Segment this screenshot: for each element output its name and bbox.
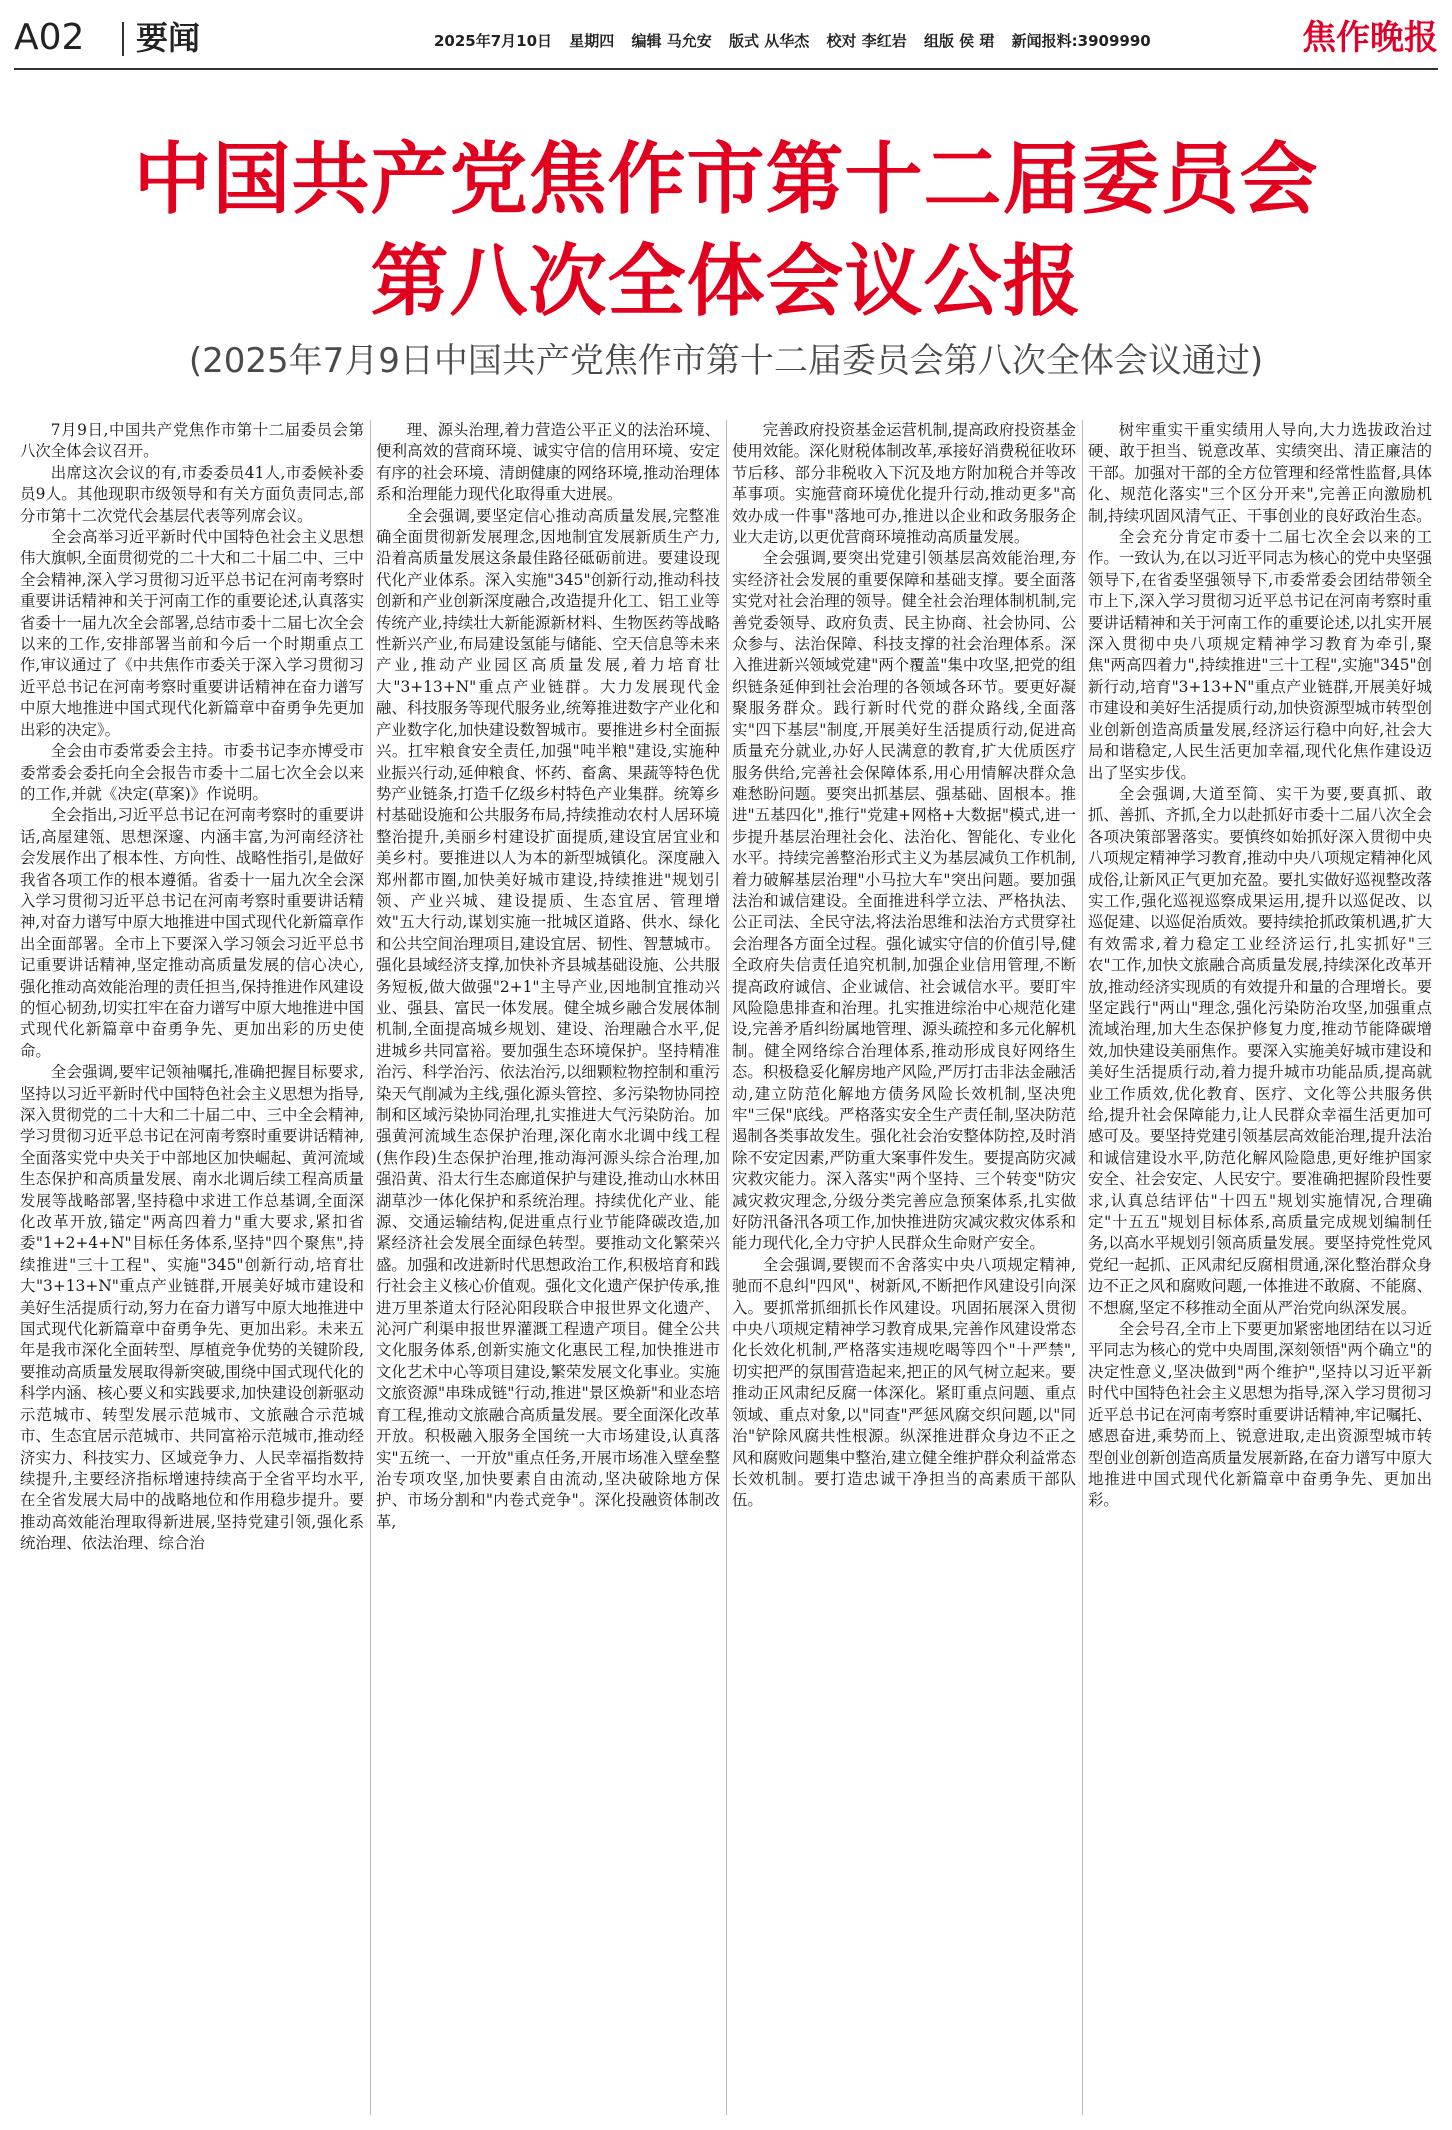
article-column-3 xyxy=(732,420,1076,2115)
article-paragraph: 全会强调,要锲而不舍落实中央八项规定精神,驰而不息纠"四风"、树新风,不断把作风建设引向深入。要抓常抓细抓长作风建设。巩固拓展深入贯彻中央八项规定精神学习教育成果,完善作风建设常态化长效化机制,严格落实违规吃喝等四个"十严禁",切实把严的氛围营造起来,把正的风气树立起来。要推动正风肃纪反腐一体深化。紧盯重点问题、重点领域、重点对象,以"同查"严惩风腐交织问题,以"同治"铲除风腐共性根源。纵深推进群众身边不正之风和腐败问题集中整治,建立健全维护群众利益常态长效机制。要打造忠诚干净担当的高素质干部队伍。 xyxy=(732,1255,1076,1510)
masthead xyxy=(14,14,1438,70)
section-name: 要闻 xyxy=(136,19,201,57)
masthead-meta xyxy=(434,30,1163,52)
column-rule xyxy=(370,420,371,2115)
column-rule xyxy=(1082,420,1083,2115)
news-hotline: 新闻报料:3909990 xyxy=(1011,32,1151,50)
issue-weekday: 星期四 xyxy=(569,32,615,50)
proofreader-credit: 校对 李红岩 xyxy=(826,32,907,50)
article-column-4 xyxy=(1088,420,1432,2115)
article-paragraph: 全会由市委常委会主持。市委书记李亦博受市委常委会委托向全会报告市委十二届七次全会以来的工作,并就《决定(草案)》作说明。 xyxy=(20,742,364,803)
newspaper-logo: 焦作晚报 xyxy=(1302,18,1438,58)
headline-line-1: 中国共产党焦作市第十二届委员会 xyxy=(133,135,1319,225)
article-paragraph: 全会强调,要牢记领袖嘱托,准确把握目标要求,坚持以习近平新时代中国特色社会主义思想为指导,深入贯彻党的二十大和二十届二中、三中全会精神,学习贯彻习近平总书记在河南考察时重要讲话精神,全面落实党中央关于中部地区加快崛起、黄河流域生态保护和高质量发展、南水北调后续工程高质量发展等战略部署,坚持稳中求进工作总基调,全面深化改革开放,锚定"两高四着力"重大要求,紧扣省委"1+2+4+N"目标任务体系,坚持"四个聚焦",持续推进"三十工程"、实施"345"创新行动,培育壮大"3+13+N"重点产业链群,开展美好城市建设和美好生活提质行动,努力在奋力谱写中原大地推进中国式现代化新篇章中奋勇争先、更加出彩。未来五年是我市深化全面转型、厚植竞争优势的关键阶段,要推动高质量发展取得新突破,围绕中国式现代化的科学内涵、核心要义和实践要求,加快建设创新驱动示范城市、转型发展示范城市、文旅融合示范城市、生态宜居示范城市、共同富裕示范城市,推动经济实力、科技实力、区域竞争力、人民幸福指数持续提升,主要经济指标增速持续高于全省平均水平,在全省发展大局中的战略地位和作用稳步提升。要推动高效能治理取得新进展,坚持党建引领,强化系统治理、依法治理、综合治 xyxy=(20,1063,364,1553)
article-paragraph: 全会强调,要突出党建引领基层高效能治理,夯实经济社会发展的重要保障和基础支撑。要全面落实党对社会治理的领导。健全社会治理体制机制,完善党委领导、政府负责、民主协商、社会协同、公众参与、法治保障、科技支撑的社会治理体系。深入推进新兴领域党建"两个覆盖"集中攻坚,把党的组织链条延伸到社会治理的各领域各环节。要更好凝聚服务群众。践行新时代党的群众路线,全面落实"四下基层"制度,开展美好生活提质行动,促进高质量充分就业,办好人民满意的教育,扩大优质医疗服务供给,完善社会保障体系,用心用情解决群众急难愁盼问题。要突出抓基层、强基础、固根本。推进"五基四化",推行"党建+网格+大数据"模式,进一步提升基层治理社会化、法治化、智能化、专业化水平。持续完善整治形式主义为基层减负工作机制,着力破解基层治理"小马拉大车"突出问题。要加强法治和诚信建设。全面推进科学立法、严格执法、公正司法、全民守法,将法治思维和法治方式贯穿社会治理各方面全过程。强化诚实守信的价值引导,健全政府失信责任追究机制,加强企业信用管理,不断提高政府诚信、企业诚信、社会诚信水平。要盯牢风险隐患排查和治理。扎实推进综治中心规范化建设,完善矛盾纠纷属地管理、源头疏控和多元化解机制。健全网络综合治理体系,推动形成良好网络生态。积极稳妥化解房地产风险,严厉打击非法金融活动,建立防范化解地方债务风险长效机制,坚决兜牢"三保"底线。严格落实安全生产责任制,坚决防范遏制各类事故发生。强化社会治安整体防控,及时消除不安定因素,严防重大案事件发生。要提高防灾减灾救灾能力。深入落实"两个坚持、三个转变"防灾减灾救灾理念,分级分类完善应急预案体系,扎实做好防汛备汛各项工作,加快推进防灾减灾救灾体系和能力现代化,全力守护人民群众生命财产安全。 xyxy=(732,549,1076,1253)
organizer-credit: 组版 侯 珺 xyxy=(923,32,995,50)
issue-date: 2025年7月10日 xyxy=(434,32,553,50)
headline-line-2: 第八次全体会议公报 xyxy=(370,237,1082,327)
article-column-1 xyxy=(20,420,364,2115)
article-paragraph: 全会充分肯定市委十二届七次全会以来的工作。一致认为,在以习近平同志为核心的党中央坚强领导下,在省委坚强领导下,市委常委会团结带领全市上下,深入学习贯彻习近平总书记在河南考察时重要讲话精神和关于河南工作的重要论述,以扎实开展深入贯彻中央八项规定精神学习教育为牵引,聚焦"两高四着力",持续推进"三十工程",实施"345"创新行动,培育"3+13+N"重点产业链群,开展美好城市建设和美好生活提质行动,加快资源型城市转型创业创新创造高质量发展,经济运行稳中向好,社会大局和谐稳定,人民生活更加幸福,现代化焦作建设迈出了坚实步伐。 xyxy=(1088,528,1432,782)
article-body xyxy=(20,420,1432,2115)
article-paragraph: 全会号召,全市上下要更加紧密地团结在以习近平同志为核心的党中央周围,深刻领悟"两个确立"的决定性意义,坚决做到"两个维护",坚持以习近平新时代中国特色社会主义思想为指导,深入学习贯彻习近平总书记在河南考察时重要讲话精神,牢记嘱托、感恩奋进,乘势而上、锐意进取,走出资源型城市转型创业创新创造高质量发展新路,在奋力谱写中原大地推进中国式现代化新篇章中奋勇争先、更加出彩。 xyxy=(1088,1320,1432,1510)
article-paragraph: 树牢重实干重实绩用人导向,大力选拔政治过硬、敢于担当、锐意改革、实绩突出、清正廉洁的干部。加强对干部的全方位管理和经常性监督,具体化、规范化落实"三个区分开来",完善正向激励机制,持续巩固风清气正、干事创业的良好政治生态。 xyxy=(1088,421,1432,525)
editor-credit: 编辑 马允安 xyxy=(631,32,712,50)
article-paragraph: 全会指出,习近平总书记在河南考察时的重要讲话,高屋建瓴、思想深邃、内涵丰富,为河南经济社会发展作出了根本性、方向性、战略性指引,是做好我省各项工作的根本遵循。省委十一届九次全会深入学习贯彻习近平总书记在河南考察时重要讲话精神,对奋力谱写中原大地推进中国式现代化新篇章作出全面部署。全市上下要深入学习领会习近平总书记重要讲话精神,坚定推动高质量发展的信心决心,强化推动高效能治理的责任担当,保持推进作风建设的恒心韧劲,切实扛牢在奋力谱写中原大地推进中国式现代化新篇章中奋勇争先、更加出彩的历史使命。 xyxy=(20,806,364,1060)
article-paragraph: 出席这次会议的有,市委委员41人,市委候补委员9人。其他现职市级领导和有关方面负责同志,部分市第十二次党代会基层代表等列席会议。 xyxy=(20,463,364,525)
article-paragraph: 完善政府投资基金运营机制,提高政府投资基金使用效能。深化财税体制改革,承接好消费税征收环节后移、部分非税收入下沉及地方附加税合并等改革事项。实施营商环境优化提升行动,推动更多"高效办成一件事"落地可办,推进以企业和政务服务企业大走访,以更优营商环境推动高质量发展。 xyxy=(732,421,1076,547)
page-number: A02 xyxy=(14,17,85,58)
article-paragraph: 全会高举习近平新时代中国特色社会主义思想伟大旗帜,全面贯彻党的二十大和二十届二中、三中全会精神,深入学习贯彻习近平总书记在河南考察时重要讲话精神和关于河南工作的重要论述,认真落实省委十一届九次全会部署,总结市委十二届七次全会以来的工作,安排部署当前和今后一个时期重点工作,审议通过了《中共焦作市委关于深入学习贯彻习近平总书记在河南考察时重要讲话精神在奋力谱写中原大地推进中国式现代化新篇章中奋勇争先更加出彩的决定》。 xyxy=(20,528,364,739)
article-paragraph: 7月9日,中国共产党焦作市第十二届委员会第八次全体会议召开。 xyxy=(20,421,364,461)
article-column-2 xyxy=(376,420,720,2115)
column-rule xyxy=(726,420,727,2115)
article-paragraph: 全会强调,要坚定信心推动高质量发展,完整准确全面贯彻新发展理念,因地制宜发展新质生产力,沿着高质量发展这条最佳路径砥砺前进。要建设现代化产业体系。深入实施"345"创新行动,推动科技创新和产业创新深度融合,改造提升化工、铝工业等传统产业,持续壮大新能源新材料、生物医药等战略性新兴产业,布局建设氢能与储能、空天信息等未来产业,推动产业园区高质量发展,着力培育壮大"3+13+N"重点产业链群。大力发展现代金融、科技服务等现代服务业,统筹推进数字产业化和产业数字化,加快建设数智城市。要推进乡村全面振兴。扛牢粮食安全责任,加强"吨半粮"建设,实施种业振兴行动,延伸粮食、怀药、畜禽、果蔬等特色优势产业链条,打造千亿级乡村特色产业集群。统筹乡村基础设施和公共服务布局,持续推动农村人居环境整治提升,美丽乡村建设扩面提质,建设宜居宜业和美乡村。要推进以人为本的新型城镇化。深度融入郑州都市圈,加快美好城市建设,持续推进"规划引领、产业兴城、建设提质、生态宜居、管理增效"五大行动,谋划实施一批城区道路、供水、绿化和公共空间治理项目,建设宜居、韧性、智慧城市。强化县域经济支撑,加快补齐县城基础设施、公共服务短板,做大做强"2+1"主导产业,因地制宜推动兴业、强县、富民一体发展。健全城乡融合发展体制机制,全面提高城乡规划、建设、治理融合水平,促进城乡共同富裕。要加强生态环境保护。坚持精准治污、科学治污、依法治污,以细颗粒物控制和重污染天气削减为主线,强化源头管控、多污染物协同控制和区域污染协同治理,扎实推进大气污染防治。加强黄河流域生态保护治理,深化南水北调中线工程(焦作段)生态保护治理,推动海河源头综合治理,加强沿黄、沿太行生态廊道保护与建设,推动山水林田湖草沙一体化保护和系统治理。持续优化产业、能源、交通运输结构,促进重点行业节能降碳改造,加紧经济社会发展全面绿色转型。要推动文化繁荣兴盛。加强和改进新时代思想政治工作,积极培育和践行社会主义核心价值观。强化文化遗产保护传承,推进万里茶道太行陉沁阳段联合申报世界文化遗产、沁河广利渠申报世界灌溉工程遗产项目。健全公共文化服务体系,创新实施文化惠民工程,加快推进市文化艺术中心等项目建设,繁荣发展文化事业。实施文旅资源"串珠成链"行动,推进"景区焕新"和业态培育工程,推动文旅融合高质量发展。要全面深化改革开放。积极融入服务全国统一大市场建设,认真落实"五统一、一开放"重点任务,开展市场准入壁垒整治专项攻坚,加快要素自由流动,坚决破除地方保护、市场分割和"内卷式竞争"。深化投融资体制改革, xyxy=(376,506,720,1531)
layout-credit: 版式 从华杰 xyxy=(729,32,810,50)
masthead-divider xyxy=(122,22,124,56)
article-paragraph: 全会强调,大道至简、实干为要,要真抓、敢抓、善抓、齐抓,全力以赴抓好市委十二届八次全会各项决策部署落实。要慎终如始抓好深入贯彻中央八项规定精神学习教育,推动中央八项规定精神化风成俗,让新风正气更加充盈。要扎实做好巡视整改落实工作,强化巡视巡察成果运用,提升以巡促改、以巡促建、以巡促治质效。要持续抢抓政策机遇,扩大有效需求,着力稳定工业经济运行,扎实抓好"三农"工作,加快文旅融合高质量发展,持续深化改革开放,推动经济实现质的有效提升和量的合理增长。要坚定践行"两山"理念,强化污染防治攻坚,加强重点流域治理,加大生态保护修复力度,推动节能降碳增效,加快建设美丽焦作。要深入实施美好城市建设和美好生活提质行动,着力提升城市功能品质,提高就业工作质效,优化教育、医疗、文化等公共服务供给,提升社会保障能力,让人民群众幸福生活更加可感可及。要坚持党建引领基层高效能治理,提升法治和诚信建设水平,防范化解风险隐患,更好维护国家安全、社会安定、人民安宁。要准确把握阶段性要求,认真总结评估"十四五"规划实施情况,合理确定"十五五"规划目标体系,高质量完成规划编制任务,以高水平规划引领高质量发展。要坚持党性党风党纪一起抓、正风肃纪反腐相贯通,深化整治群众身边不正之风和腐败问题,一体推进不敢腐、不能腐、不想腐,坚定不移推动全面从严治党向纵深发展。 xyxy=(1088,784,1432,1317)
headline-subtitle: (2025年7月9日中国共产党焦作市第十二届委员会第八次全体会议通过) xyxy=(188,341,1264,381)
article-paragraph: 理、源头治理,着力营造公平正义的法治环境、便利高效的营商环境、诚实守信的信用环境、安定有序的社会环境、清朗健康的网络环境,推动治理体系和治理能力现代化取得重大进展。 xyxy=(376,421,720,504)
